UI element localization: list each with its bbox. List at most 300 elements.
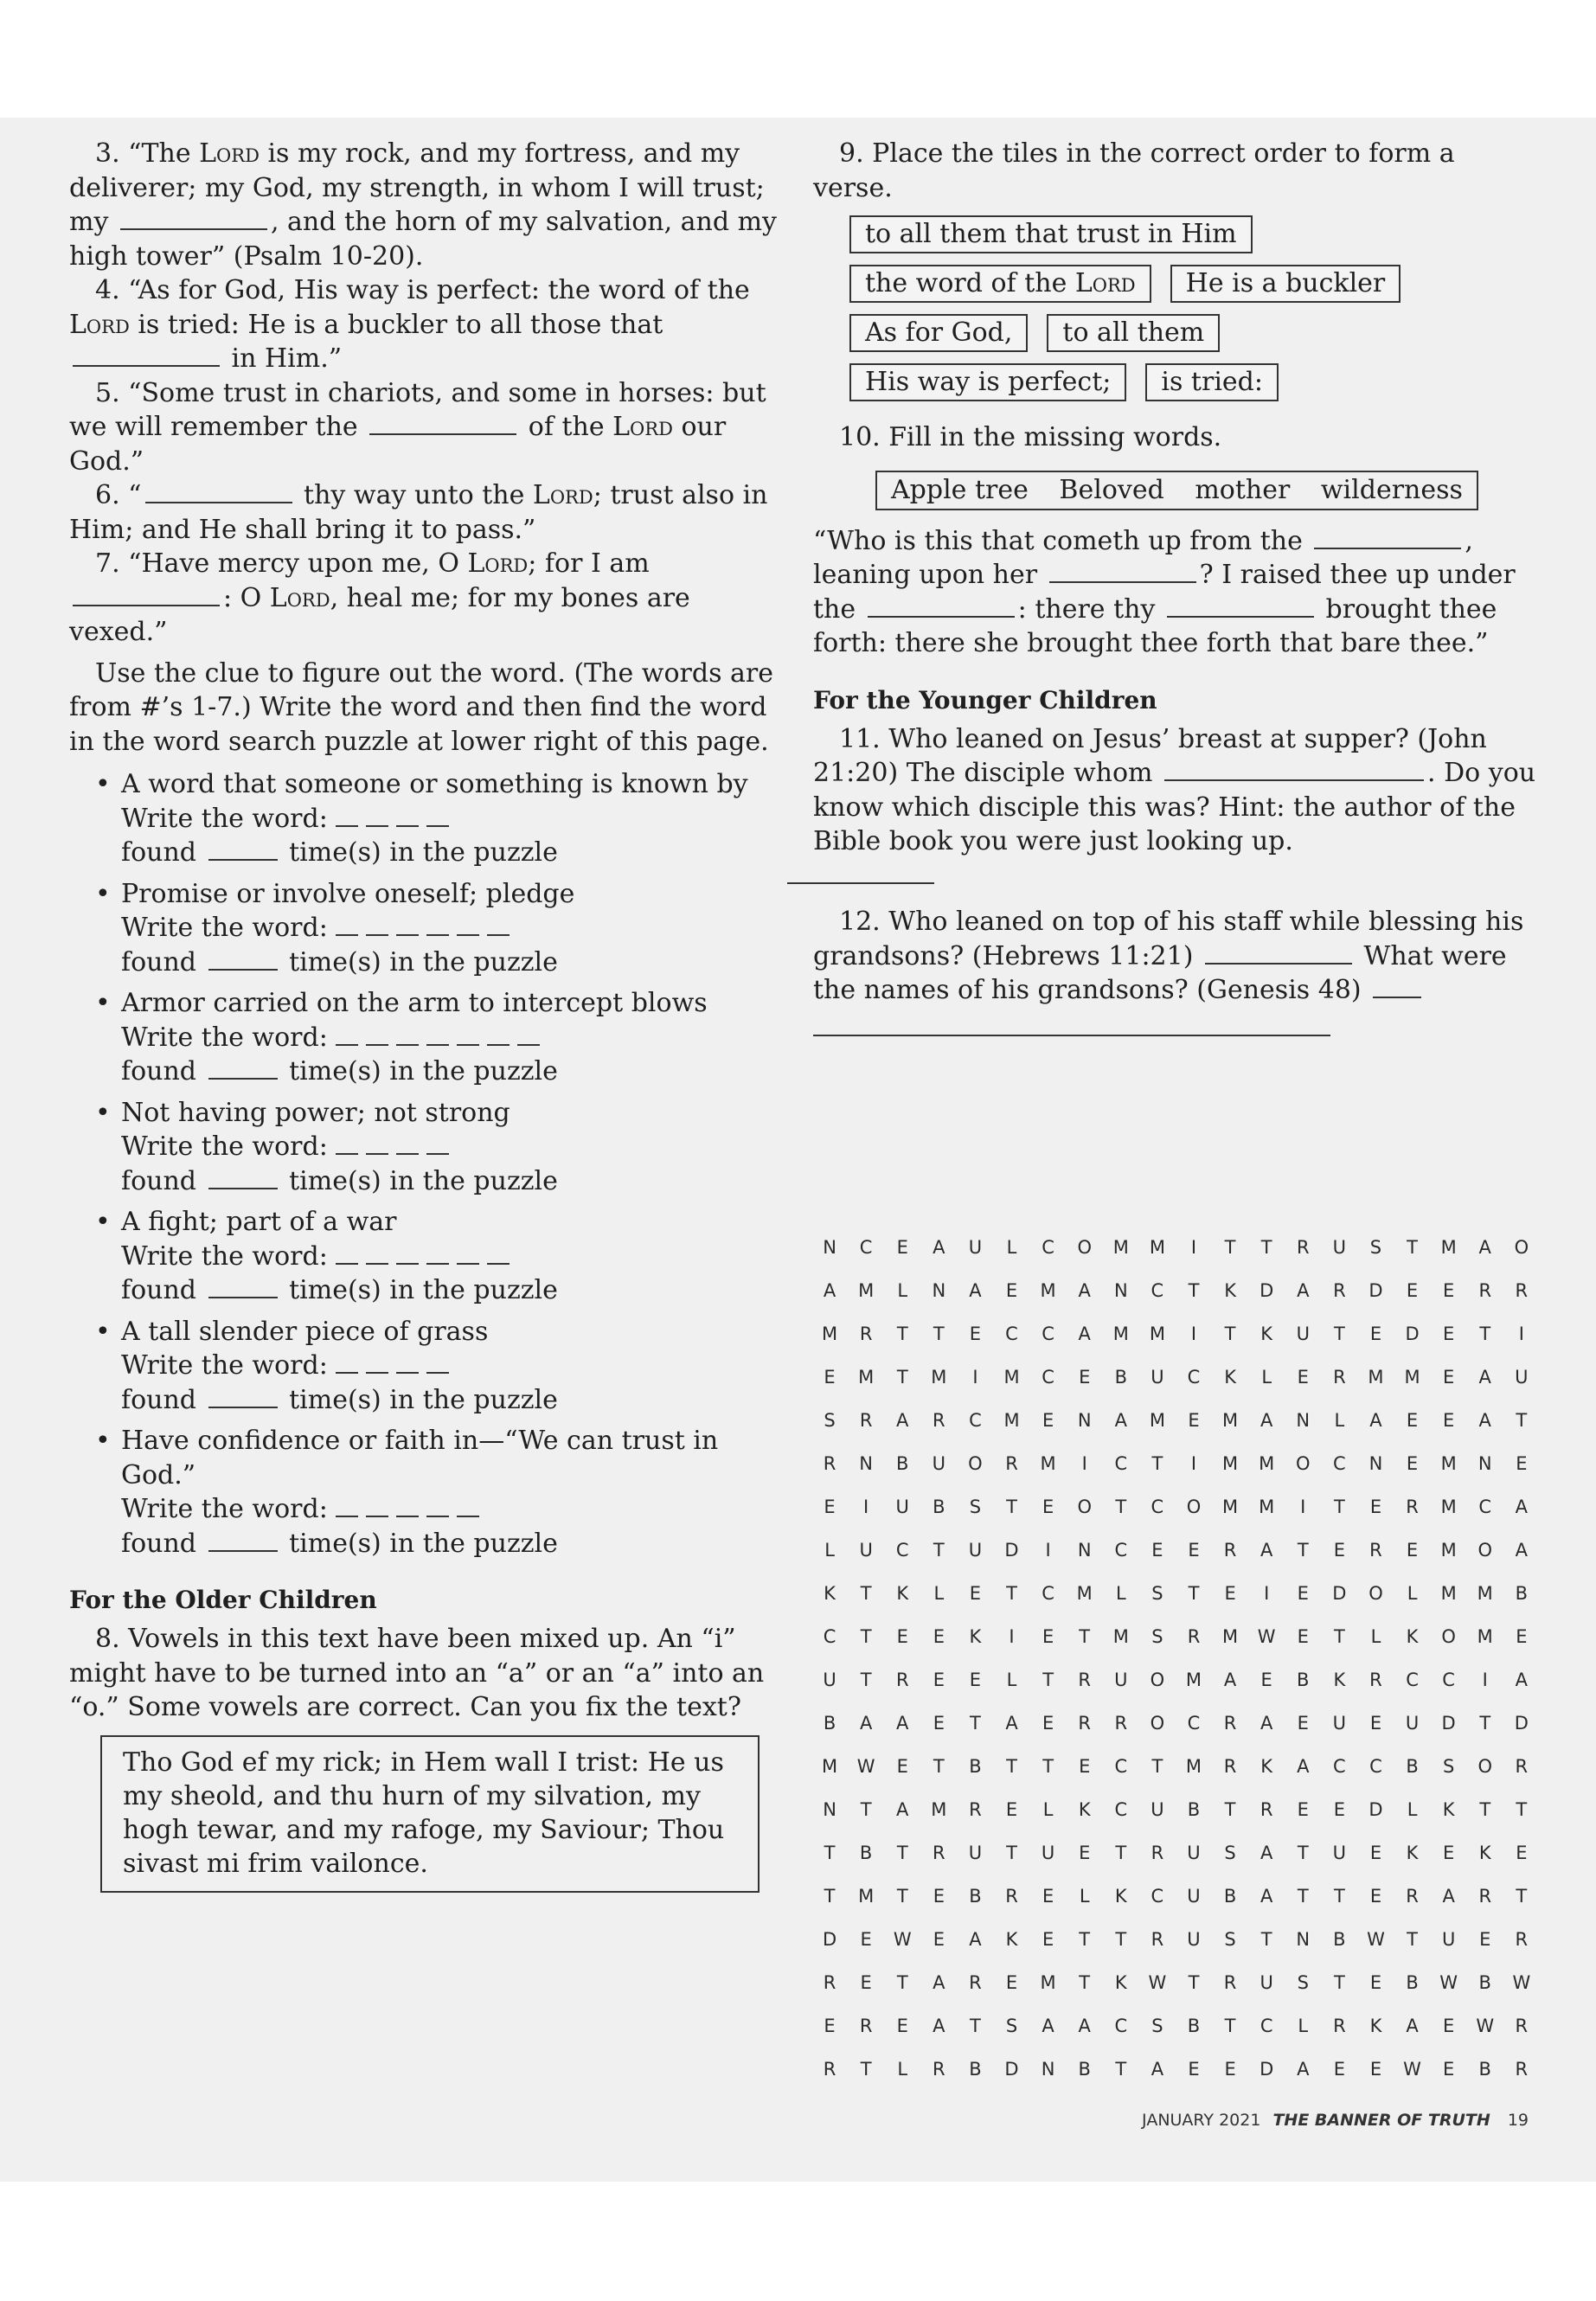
- grid-letter[interactable]: A: [1078, 1324, 1091, 1344]
- grid-letter[interactable]: N: [1041, 2059, 1055, 2080]
- tile[interactable]: to all them: [1047, 314, 1220, 352]
- grid-letter[interactable]: R: [1078, 1713, 1091, 1734]
- grid-letter[interactable]: R: [1478, 1280, 1492, 1301]
- grid-letter[interactable]: N: [859, 1453, 873, 1474]
- grid-letter[interactable]: L: [1407, 1799, 1418, 1820]
- letter-slot[interactable]: [426, 1371, 449, 1374]
- grid-letter[interactable]: T: [1151, 1453, 1163, 1474]
- grid-letter[interactable]: E: [896, 1237, 908, 1258]
- grid-letter[interactable]: B: [859, 1843, 873, 1863]
- grid-letter[interactable]: M: [1440, 1453, 1457, 1474]
- tile[interactable]: He is a buckler: [1170, 265, 1401, 303]
- grid-letter[interactable]: M: [1259, 1497, 1275, 1517]
- grid-letter[interactable]: T: [1079, 1929, 1091, 1950]
- grid-letter[interactable]: N: [1368, 1453, 1383, 1474]
- grid-letter[interactable]: E: [1042, 1713, 1054, 1734]
- letter-slot[interactable]: [396, 933, 419, 936]
- grid-letter[interactable]: W: [1439, 1972, 1458, 1993]
- grid-letter[interactable]: E: [1369, 2059, 1382, 2080]
- grid-letter[interactable]: W: [1512, 1972, 1531, 1993]
- grid-letter[interactable]: S: [1224, 1929, 1236, 1950]
- grid-letter[interactable]: D: [1004, 1540, 1019, 1561]
- grid-letter[interactable]: E: [1297, 1799, 1309, 1820]
- letter-slot[interactable]: [336, 933, 358, 936]
- grid-letter[interactable]: C: [895, 1540, 909, 1561]
- grid-letter[interactable]: E: [1297, 1583, 1309, 1604]
- grid-letter[interactable]: A: [1515, 1540, 1529, 1561]
- grid-letter[interactable]: W: [856, 1756, 875, 1777]
- grid-letter[interactable]: O: [1296, 1453, 1311, 1474]
- grid-letter[interactable]: C: [1114, 1756, 1128, 1777]
- grid-letter[interactable]: B: [1406, 1756, 1419, 1777]
- grid-letter[interactable]: B: [1478, 2059, 1491, 2080]
- grid-letter[interactable]: T: [1479, 1324, 1491, 1344]
- grid-letter[interactable]: D: [1368, 1799, 1383, 1820]
- grid-letter[interactable]: T: [1479, 1799, 1491, 1820]
- letter-slot[interactable]: [336, 1043, 358, 1046]
- grid-letter[interactable]: D: [822, 1929, 837, 1950]
- grid-letter[interactable]: W: [1476, 2016, 1495, 2036]
- grid-letter[interactable]: A: [1297, 2059, 1310, 2080]
- grid-letter[interactable]: E: [1042, 1626, 1054, 1647]
- letter-slot[interactable]: [366, 1262, 388, 1265]
- grid-letter[interactable]: U: [1332, 1237, 1347, 1258]
- grid-letter[interactable]: N: [823, 1799, 836, 1820]
- grid-letter[interactable]: R: [1369, 1540, 1382, 1561]
- grid-letter[interactable]: O: [1514, 1237, 1529, 1258]
- grid-letter[interactable]: M: [1185, 1756, 1202, 1777]
- grid-letter[interactable]: M: [1222, 1410, 1239, 1431]
- grid-letter[interactable]: O: [1477, 1756, 1492, 1777]
- grid-letter[interactable]: K: [1406, 1626, 1419, 1647]
- grid-letter[interactable]: T: [1115, 1843, 1127, 1863]
- grid-letter[interactable]: E: [1369, 1713, 1382, 1734]
- grid-letter[interactable]: A: [1078, 2016, 1091, 2036]
- grid-letter[interactable]: C: [1042, 1237, 1054, 1258]
- letter-slot[interactable]: [487, 933, 510, 936]
- grid-letter[interactable]: A: [969, 1929, 982, 1950]
- write-word-line[interactable]: Write the word:: [121, 911, 785, 945]
- grid-letter[interactable]: A: [1151, 2059, 1164, 2080]
- grid-letter[interactable]: I: [972, 1367, 978, 1388]
- grid-letter[interactable]: E: [1479, 1929, 1491, 1950]
- grid-letter[interactable]: U: [968, 1843, 983, 1863]
- write-word-line[interactable]: Write the word:: [121, 1349, 785, 1383]
- grid-letter[interactable]: R: [1333, 2016, 1346, 2036]
- grid-letter[interactable]: B: [1078, 2059, 1091, 2080]
- grid-letter[interactable]: E: [1369, 1497, 1382, 1517]
- grid-letter[interactable]: B: [1406, 1972, 1419, 1993]
- grid-letter[interactable]: M: [1040, 1453, 1056, 1474]
- grid-letter[interactable]: S: [1005, 2016, 1018, 2036]
- grid-letter[interactable]: R: [859, 1324, 873, 1344]
- letter-slot[interactable]: [457, 1043, 479, 1046]
- grid-letter[interactable]: S: [1297, 1972, 1309, 1993]
- grid-letter[interactable]: M: [1440, 1540, 1457, 1561]
- letter-slot[interactable]: [457, 933, 479, 936]
- grid-letter[interactable]: T: [824, 1843, 836, 1863]
- grid-letter[interactable]: W: [1367, 1929, 1385, 1950]
- count-blank[interactable]: [208, 1296, 278, 1298]
- letter-slot[interactable]: [487, 1043, 510, 1046]
- grid-letter[interactable]: T: [1297, 1843, 1309, 1863]
- grid-letter[interactable]: E: [1406, 1453, 1419, 1474]
- grid-letter[interactable]: C: [1151, 1280, 1164, 1301]
- grid-letter[interactable]: R: [1515, 1280, 1529, 1301]
- grid-letter[interactable]: A: [896, 1799, 909, 1820]
- grid-letter[interactable]: T: [933, 1324, 945, 1344]
- grid-letter[interactable]: E: [824, 1367, 836, 1388]
- grid-letter[interactable]: W: [1403, 2059, 1421, 2080]
- grid-letter[interactable]: L: [824, 1540, 835, 1561]
- grid-letter[interactable]: R: [859, 1410, 873, 1431]
- grid-letter[interactable]: M: [931, 1367, 947, 1388]
- grid-letter[interactable]: R: [1296, 1237, 1310, 1258]
- answer-blank[interactable]: [1373, 996, 1421, 998]
- grid-letter[interactable]: C: [823, 1626, 836, 1647]
- grid-letter[interactable]: E: [1079, 1367, 1091, 1388]
- grid-letter[interactable]: O: [1077, 1497, 1092, 1517]
- grid-letter[interactable]: A: [1078, 1280, 1091, 1301]
- grid-letter[interactable]: T: [896, 1843, 908, 1863]
- grid-letter[interactable]: E: [1369, 1886, 1382, 1907]
- grid-letter[interactable]: E: [824, 1497, 836, 1517]
- grid-letter[interactable]: W: [893, 1929, 912, 1950]
- grid-letter[interactable]: E: [1297, 1626, 1309, 1647]
- grid-letter[interactable]: E: [1079, 1843, 1091, 1863]
- grid-letter[interactable]: M: [858, 1886, 875, 1907]
- grid-letter[interactable]: I: [1045, 1540, 1051, 1561]
- grid-letter[interactable]: E: [1333, 1799, 1345, 1820]
- grid-letter[interactable]: S: [1442, 1756, 1455, 1777]
- grid-letter[interactable]: L: [897, 2059, 908, 2080]
- grid-letter[interactable]: T: [824, 1886, 836, 1907]
- count-blank[interactable]: [208, 1406, 278, 1408]
- tile[interactable]: the word of the Lord: [849, 265, 1151, 303]
- grid-letter[interactable]: N: [823, 1237, 836, 1258]
- grid-letter[interactable]: B: [933, 1497, 945, 1517]
- grid-letter[interactable]: D: [1514, 1713, 1529, 1734]
- letter-slot[interactable]: [396, 1262, 419, 1265]
- grid-letter[interactable]: B: [969, 1756, 982, 1777]
- grid-letter[interactable]: U: [1441, 1929, 1456, 1950]
- grid-letter[interactable]: E: [1260, 1670, 1272, 1690]
- grid-letter[interactable]: R: [933, 1843, 945, 1863]
- answer-blank[interactable]: [868, 615, 1015, 618]
- grid-letter[interactable]: T: [1224, 1324, 1236, 1344]
- grid-letter[interactable]: U: [1187, 1929, 1201, 1950]
- grid-letter[interactable]: K: [1078, 1799, 1091, 1820]
- grid-letter[interactable]: A: [1259, 1886, 1273, 1907]
- count-blank[interactable]: [208, 968, 278, 971]
- grid-letter[interactable]: E: [1297, 1367, 1309, 1388]
- grid-letter[interactable]: K: [1478, 1843, 1491, 1863]
- letter-slot[interactable]: [366, 1515, 388, 1517]
- grid-letter[interactable]: U: [1332, 1713, 1347, 1734]
- grid-letter[interactable]: B: [1223, 1886, 1237, 1907]
- grid-letter[interactable]: A: [823, 1280, 836, 1301]
- grid-letter[interactable]: C: [1114, 1453, 1128, 1474]
- grid-letter[interactable]: C: [1114, 2016, 1128, 2036]
- grid-letter[interactable]: E: [1406, 1280, 1419, 1301]
- grid-letter[interactable]: A: [1297, 1756, 1310, 1777]
- grid-letter[interactable]: T: [1188, 1583, 1200, 1604]
- grid-letter[interactable]: T: [970, 1713, 981, 1734]
- grid-letter[interactable]: L: [1115, 1583, 1126, 1604]
- grid-letter[interactable]: E: [860, 1929, 872, 1950]
- grid-letter[interactable]: D: [1004, 2059, 1019, 2080]
- grid-letter[interactable]: K: [896, 1583, 909, 1604]
- grid-letter[interactable]: R: [1369, 1670, 1382, 1690]
- grid-letter[interactable]: I: [1264, 1583, 1270, 1604]
- grid-letter[interactable]: C: [1187, 1367, 1201, 1388]
- grid-letter[interactable]: E: [969, 1583, 982, 1604]
- grid-letter[interactable]: E: [1188, 1540, 1200, 1561]
- grid-letter[interactable]: M: [1222, 1453, 1239, 1474]
- write-word-line[interactable]: Write the word:: [121, 1021, 785, 1055]
- grid-letter[interactable]: T: [1151, 1756, 1163, 1777]
- answer-blank[interactable]: [1164, 779, 1424, 781]
- grid-letter[interactable]: T: [896, 1367, 908, 1388]
- letter-slot[interactable]: [366, 1371, 388, 1374]
- grid-letter[interactable]: T: [896, 1886, 908, 1907]
- grid-letter[interactable]: M: [858, 1280, 875, 1301]
- grid-letter[interactable]: S: [824, 1410, 836, 1431]
- grid-letter[interactable]: A: [1259, 1843, 1273, 1863]
- answer-blank[interactable]: [73, 604, 220, 606]
- grid-letter[interactable]: I: [1009, 1626, 1015, 1647]
- grid-letter[interactable]: B: [1478, 1972, 1491, 1993]
- grid-letter[interactable]: U: [1041, 1843, 1055, 1863]
- grid-letter[interactable]: M: [821, 1756, 838, 1777]
- grid-letter[interactable]: A: [933, 1972, 945, 1993]
- grid-letter[interactable]: C: [1369, 1756, 1382, 1777]
- grid-letter[interactable]: C: [1114, 1540, 1128, 1561]
- grid-letter[interactable]: R: [1406, 1886, 1419, 1907]
- grid-letter[interactable]: M: [1440, 1237, 1457, 1258]
- grid-letter[interactable]: M: [858, 1367, 875, 1388]
- grid-letter[interactable]: C: [1151, 1886, 1164, 1907]
- answer-blank[interactable]: [787, 881, 934, 884]
- grid-letter[interactable]: R: [1478, 1886, 1492, 1907]
- answer-blank[interactable]: [1205, 962, 1352, 965]
- grid-letter[interactable]: B: [896, 1453, 909, 1474]
- grid-letter[interactable]: D: [1368, 1280, 1383, 1301]
- grid-letter[interactable]: U: [859, 1540, 873, 1561]
- grid-letter[interactable]: U: [823, 1670, 836, 1690]
- grid-letter[interactable]: L: [1006, 1237, 1017, 1258]
- grid-letter[interactable]: O: [1186, 1497, 1202, 1517]
- grid-letter[interactable]: M: [821, 1324, 838, 1344]
- grid-letter[interactable]: A: [1478, 1237, 1491, 1258]
- grid-letter[interactable]: U: [968, 1540, 983, 1561]
- grid-letter[interactable]: E: [1188, 1410, 1200, 1431]
- grid-letter[interactable]: A: [1369, 1410, 1382, 1431]
- letter-slot[interactable]: [426, 1152, 449, 1155]
- grid-letter[interactable]: U: [1187, 1843, 1201, 1863]
- grid-letter[interactable]: U: [895, 1497, 909, 1517]
- grid-letter[interactable]: T: [933, 1540, 945, 1561]
- grid-letter[interactable]: U: [1151, 1799, 1164, 1820]
- grid-letter[interactable]: A: [1442, 1886, 1455, 1907]
- grid-letter[interactable]: A: [896, 1713, 909, 1734]
- grid-letter[interactable]: T: [1115, 2059, 1127, 2080]
- grid-letter[interactable]: E: [1333, 1540, 1345, 1561]
- grid-letter[interactable]: A: [1042, 2016, 1054, 2036]
- grid-letter[interactable]: I: [1190, 1453, 1197, 1474]
- grid-letter[interactable]: O: [1150, 1713, 1165, 1734]
- grid-letter[interactable]: R: [933, 1410, 945, 1431]
- grid-letter[interactable]: M: [931, 1799, 947, 1820]
- grid-letter[interactable]: W: [1257, 1626, 1276, 1647]
- grid-letter[interactable]: A: [1515, 1670, 1529, 1690]
- grid-letter[interactable]: C: [1151, 1497, 1164, 1517]
- grid-letter[interactable]: T: [1260, 1929, 1272, 1950]
- grid-letter[interactable]: C: [969, 1410, 982, 1431]
- grid-letter[interactable]: R: [1515, 1929, 1529, 1950]
- write-word-line[interactable]: Write the word:: [121, 1240, 785, 1274]
- grid-letter[interactable]: T: [1115, 1929, 1127, 1950]
- letter-slot[interactable]: [336, 1371, 358, 1374]
- grid-letter[interactable]: B: [1515, 1583, 1529, 1604]
- grid-letter[interactable]: M: [1112, 1626, 1129, 1647]
- grid-letter[interactable]: K: [1260, 1756, 1273, 1777]
- grid-letter[interactable]: U: [1151, 1367, 1164, 1388]
- grid-letter[interactable]: T: [1079, 1626, 1091, 1647]
- grid-letter[interactable]: A: [1297, 1280, 1310, 1301]
- grid-letter[interactable]: A: [1515, 1497, 1529, 1517]
- grid-letter[interactable]: U: [968, 1237, 983, 1258]
- grid-letter[interactable]: E: [896, 2016, 908, 2036]
- grid-letter[interactable]: T: [1333, 1324, 1345, 1344]
- grid-letter[interactable]: N: [1296, 1410, 1311, 1431]
- grid-letter[interactable]: I: [1482, 1670, 1488, 1690]
- grid-letter[interactable]: U: [1187, 1886, 1201, 1907]
- grid-letter[interactable]: T: [1516, 1886, 1528, 1907]
- grid-letter[interactable]: M: [1040, 1972, 1056, 1993]
- grid-letter[interactable]: R: [1515, 2059, 1529, 2080]
- letter-slot[interactable]: [487, 1262, 510, 1265]
- grid-letter[interactable]: E: [1443, 2059, 1455, 2080]
- grid-letter[interactable]: A: [1259, 1713, 1273, 1734]
- letter-slot[interactable]: [517, 1043, 540, 1046]
- letter-slot[interactable]: [396, 824, 419, 827]
- grid-letter[interactable]: R: [823, 1453, 836, 1474]
- grid-letter[interactable]: E: [1079, 1756, 1091, 1777]
- grid-letter[interactable]: O: [1077, 1237, 1092, 1258]
- grid-letter[interactable]: C: [1114, 1799, 1128, 1820]
- grid-letter[interactable]: T: [970, 2016, 981, 2036]
- tile[interactable]: His way is perfect;: [849, 363, 1126, 401]
- grid-letter[interactable]: E: [1406, 1410, 1419, 1431]
- grid-letter[interactable]: E: [1042, 1410, 1054, 1431]
- count-blank[interactable]: [208, 858, 278, 861]
- grid-letter[interactable]: K: [1114, 1972, 1127, 1993]
- grid-letter[interactable]: T: [1042, 1670, 1054, 1690]
- grid-letter[interactable]: O: [968, 1453, 983, 1474]
- letter-slot[interactable]: [396, 1043, 419, 1046]
- grid-letter[interactable]: R: [859, 2016, 873, 2036]
- grid-letter[interactable]: R: [1151, 1843, 1164, 1863]
- answer-blank[interactable]: [1167, 615, 1314, 618]
- grid-letter[interactable]: T: [1297, 1886, 1309, 1907]
- grid-letter[interactable]: L: [1407, 1583, 1418, 1604]
- grid-letter[interactable]: R: [1151, 1929, 1164, 1950]
- grid-letter[interactable]: R: [1114, 1713, 1128, 1734]
- grid-letter[interactable]: R: [1223, 1756, 1237, 1777]
- count-blank[interactable]: [208, 1187, 278, 1189]
- grid-letter[interactable]: T: [860, 1583, 872, 1604]
- grid-letter[interactable]: U: [1296, 1324, 1310, 1344]
- answer-blank[interactable]: [369, 433, 516, 435]
- grid-letter[interactable]: E: [824, 2016, 836, 2036]
- letter-slot[interactable]: [336, 1262, 358, 1265]
- grid-letter[interactable]: C: [1187, 1713, 1201, 1734]
- grid-letter[interactable]: A: [1259, 1540, 1273, 1561]
- grid-letter[interactable]: E: [1369, 1843, 1382, 1863]
- letter-slot[interactable]: [396, 1152, 419, 1155]
- grid-letter[interactable]: E: [1443, 2016, 1455, 2036]
- grid-letter[interactable]: N: [1296, 1929, 1311, 1950]
- grid-letter[interactable]: R: [969, 1972, 982, 1993]
- grid-letter[interactable]: R: [1333, 1280, 1346, 1301]
- letter-slot[interactable]: [457, 1515, 479, 1517]
- grid-letter[interactable]: E: [933, 1626, 945, 1647]
- grid-letter[interactable]: R: [895, 1670, 909, 1690]
- grid-letter[interactable]: E: [1297, 1713, 1309, 1734]
- grid-letter[interactable]: E: [1042, 1886, 1054, 1907]
- grid-letter[interactable]: T: [860, 1626, 872, 1647]
- tile[interactable]: to all them that trust in Him: [849, 215, 1253, 253]
- grid-letter[interactable]: E: [1224, 2059, 1236, 2080]
- grid-letter[interactable]: I: [1081, 1453, 1087, 1474]
- answer-blank[interactable]: [145, 501, 292, 503]
- grid-letter[interactable]: M: [1112, 1237, 1129, 1258]
- letter-slot[interactable]: [366, 1043, 388, 1046]
- grid-letter[interactable]: K: [1369, 2016, 1382, 2036]
- grid-letter[interactable]: K: [1333, 1670, 1346, 1690]
- grid-letter[interactable]: E: [969, 1324, 982, 1344]
- answer-blank[interactable]: [1049, 580, 1196, 583]
- grid-letter[interactable]: R: [1223, 1972, 1237, 1993]
- grid-letter[interactable]: E: [1443, 1280, 1455, 1301]
- grid-letter[interactable]: C: [1333, 1756, 1346, 1777]
- grid-letter[interactable]: M: [1440, 1583, 1457, 1604]
- grid-letter[interactable]: E: [1443, 1324, 1455, 1344]
- grid-letter[interactable]: I: [1518, 1324, 1524, 1344]
- grid-letter[interactable]: A: [933, 1237, 945, 1258]
- grid-letter[interactable]: E: [1443, 1367, 1455, 1388]
- grid-letter[interactable]: E: [1369, 1972, 1382, 1993]
- grid-letter[interactable]: T: [1260, 1237, 1272, 1258]
- letter-slot[interactable]: [426, 1043, 449, 1046]
- grid-letter[interactable]: C: [1005, 1324, 1018, 1344]
- grid-letter[interactable]: L: [1079, 1886, 1090, 1907]
- grid-letter[interactable]: T: [1224, 2016, 1236, 2036]
- grid-letter[interactable]: U: [1515, 1367, 1529, 1388]
- grid-letter[interactable]: L: [933, 1583, 945, 1604]
- grid-letter[interactable]: T: [1224, 1237, 1236, 1258]
- write-word-line[interactable]: Write the word:: [121, 1492, 785, 1527]
- answer-line[interactable]: [813, 1034, 1330, 1036]
- grid-letter[interactable]: I: [1300, 1497, 1306, 1517]
- grid-letter[interactable]: T: [860, 2059, 872, 2080]
- letter-slot[interactable]: [396, 1515, 419, 1517]
- grid-letter[interactable]: K: [969, 1626, 982, 1647]
- grid-letter[interactable]: M: [1040, 1280, 1056, 1301]
- grid-letter[interactable]: A: [969, 1280, 982, 1301]
- grid-letter[interactable]: O: [1368, 1583, 1383, 1604]
